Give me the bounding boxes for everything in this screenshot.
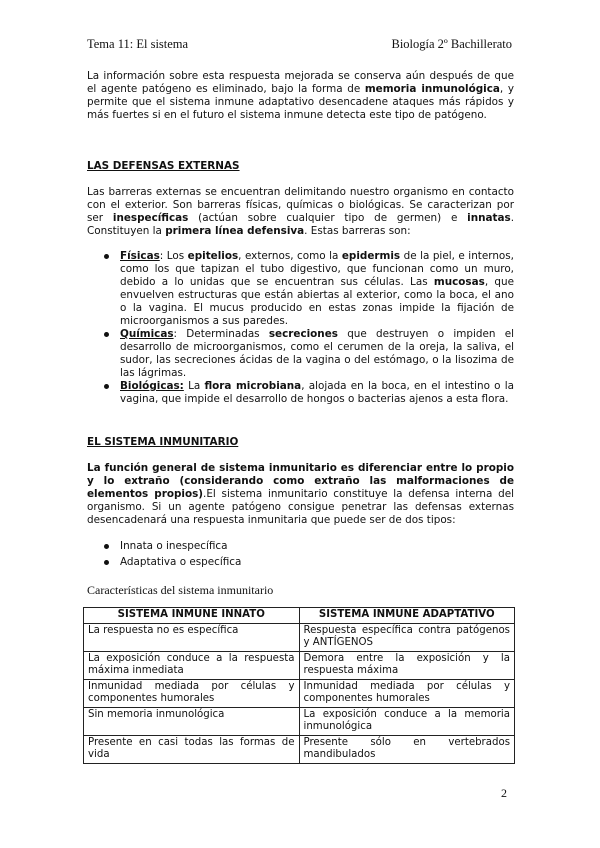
defensas-text-4: . Estas barreras son: xyxy=(304,225,411,237)
list-item xyxy=(104,556,514,569)
defensas-paragraph xyxy=(87,186,514,238)
sistema-heading: EL SISTEMA INMUNITARIO xyxy=(87,436,239,448)
table-cell: Presente en casi todas las formas de vida xyxy=(84,735,300,763)
column-header-innato: SISTEMA INMUNE INNATO xyxy=(84,608,300,624)
type-adaptativa: Adaptativa o específica xyxy=(120,556,242,568)
table-row xyxy=(84,707,515,735)
fisicas-bold-3: mucosas xyxy=(433,276,485,288)
column-header-adaptativo: SISTEMA INMUNE ADAPTATIVO xyxy=(299,608,515,624)
defensas-text-2: (actúan sobre cualquier tipo de germen) e xyxy=(188,212,468,224)
table-cell: Inmunidad mediada por células y componentes humorales xyxy=(299,679,515,707)
defensas-heading: LAS DEFENSAS EXTERNAS xyxy=(87,160,240,172)
term-biologicas: Biológicas: xyxy=(120,380,184,392)
table-cell: La exposición conduce a la respuesta máxima inmediata xyxy=(84,651,300,679)
header-left: Tema 11: El sistema xyxy=(87,37,189,51)
list-item-biologicas xyxy=(104,380,514,406)
intro-paragraph xyxy=(87,70,514,122)
table-cell: La exposición conduce a la memoria inmunológica xyxy=(299,707,515,735)
defensas-text-1: Las barreras externas se encuentran delimitando nuestro organismo en contacto con el exterior. Son barreras físicas, químicas o biológicas. Se caracterizan por ser xyxy=(87,186,514,224)
table-cell: Sin memoria inmunológica xyxy=(84,707,300,735)
fisicas-text-4: , que envuelven estructuras que están abiertas al exterior, como la boca, el ano o la vagina. El mucus producido en estas zonas impide la fijación de microorganismos a sus paredes. xyxy=(120,276,514,327)
table-row xyxy=(84,679,515,707)
intro-bold-1: memoria inmunológica xyxy=(364,83,500,95)
quimicas-bold-1: secreciones xyxy=(268,328,338,340)
type-innata: Innata o inespecífica xyxy=(120,540,228,552)
sistema-text-1: .El sistema inmunitario constituye la defensa interna del organismo. Si un agente patógeno consigue penetrar las defensas externas desencadenará una respuesta inmunitaria que puede ser de dos tipos: xyxy=(87,488,514,526)
list-item-quimicas xyxy=(104,328,514,380)
defensas-bold-1: inespecíficas xyxy=(112,212,189,224)
table-row xyxy=(84,623,515,651)
intro-text-2: , y permite que el sistema inmune adaptativo desencadene ataques más rápidos y más fuertes si en el futuro el sistema inmune detecta este tipo de patógeno. xyxy=(87,83,514,121)
list-item xyxy=(104,540,514,553)
term-fisicas: Físicas xyxy=(120,250,160,262)
fisicas-bold-1: epitelios xyxy=(187,250,239,262)
fisicas-bold-2: epidermis xyxy=(341,250,401,262)
comparison-table xyxy=(83,607,515,764)
sistema-paragraph xyxy=(87,462,514,527)
table-cell: Respuesta específica contra patógenos y ANTÍGENOS xyxy=(299,623,515,651)
fisicas-text-3: de la piel, e internos, como los que tapizan el tubo digestivo, que funcionan como un muro, debido a lo unidas que se encuentran sus células. Las xyxy=(120,250,514,288)
bullet-icon xyxy=(104,560,109,565)
biologicas-text-2: , alojada en la boca, en el intestino o la vagina, que impide el desarrollo de hongos o bacterias ajenos a esta flora. xyxy=(120,380,515,405)
table-header-row xyxy=(84,608,515,624)
defensas-bold-2: innatas xyxy=(467,212,511,224)
table-cell: Inmunidad mediada por células y componentes humorales xyxy=(84,679,300,707)
bullet-icon xyxy=(104,332,109,337)
table-row xyxy=(84,735,515,763)
tipos-list xyxy=(104,540,514,569)
quimicas-text-1: : Determinadas xyxy=(173,328,269,340)
biologicas-bold-1: flora microbiana xyxy=(204,380,302,392)
quimicas-text-2: que destruyen o impiden el desarrollo de microorganismos, como el cerumen de la oreja, la saliva, el sudor, las secreciones ácidas de la vagina o del estómago, o la lisozima de las lágrimas. xyxy=(120,328,514,379)
biologicas-text-1: La xyxy=(183,380,205,392)
table-cell: La respuesta no es específica xyxy=(84,623,300,651)
defensas-text-3: . Constituyen la xyxy=(87,212,514,237)
table-caption: Características del sistema inmunitario xyxy=(87,583,274,597)
bullet-icon xyxy=(104,384,109,389)
table-cell: Demora entre la exposición y la respuesta máxima xyxy=(299,651,515,679)
defensas-bold-3: primera línea defensiva xyxy=(165,225,305,237)
fisicas-text-1: : Los xyxy=(159,250,188,262)
page-number: 2 xyxy=(501,786,507,800)
intro-text-1: La información sobre esta respuesta mejorada se conserva aún después de que el agente patógeno es eliminado, bajo la forma de xyxy=(87,70,514,95)
table-row xyxy=(84,651,515,679)
bullet-icon xyxy=(104,254,109,259)
sistema-bold-1: La función general de sistema inmunitario es diferenciar entre lo propio y lo extraño (considerando como extraño las malformaciones de elementos propios) xyxy=(87,462,514,500)
table-cell: Presente sólo en vertebrados mandibulados xyxy=(299,735,515,763)
term-quimicas: Químicas xyxy=(120,328,174,340)
header-right: Biología 2º Bachillerato xyxy=(391,37,512,51)
bullet-icon xyxy=(104,544,109,549)
list-item-fisicas xyxy=(104,250,514,328)
fisicas-text-2: , externos, como la xyxy=(238,250,342,262)
barreras-list xyxy=(104,250,514,406)
